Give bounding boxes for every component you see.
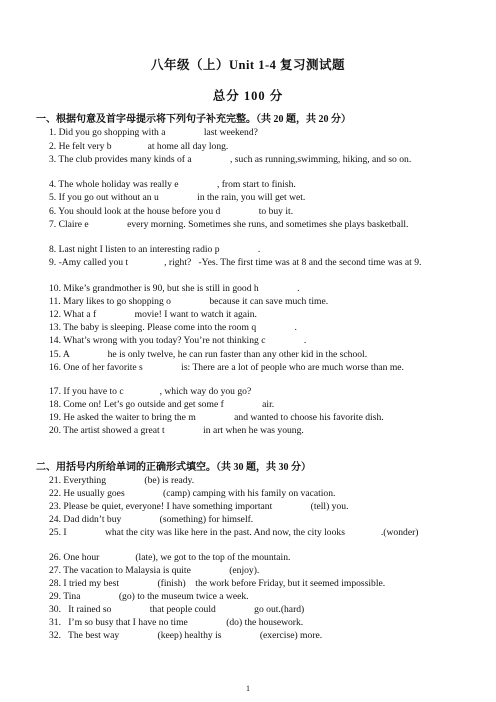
question-1: 1. Did you go shopping with a last weekend? (49, 127, 258, 138)
question-28: 28. I tried my best (finish) the work before Friday, but it seemed impossible. (49, 578, 386, 589)
question-31: 31. I’m so busy that I have no time (do) the housework. (49, 617, 304, 628)
question-19: 19. He asked the waiter to bring the m and wanted to choose his favorite dish. (49, 412, 384, 423)
question-12: 12. What a f movie! I want to watch it again. (49, 309, 257, 320)
question-9: 9. -Amy called you t , right? -Yes. The first time was at 8 and the second time was at 9. (49, 257, 422, 268)
page-number: 1 (246, 684, 250, 693)
question-5: 5. If you go out without an u in the rain, you will get wet. (49, 192, 306, 203)
question-7: 7. Claire e every morning. Sometimes she runs, and sometimes she plays basketball. (49, 219, 409, 230)
section-1-heading: 一、根据句意及首字母提示将下列句子补充完整。（共 20 题，共 20 分） (36, 114, 351, 125)
question-11: 11. Mary likes to go shopping o because it can save much time. (49, 296, 329, 307)
question-3: 3. The club provides many kinds of a , such as running,swimming, hiking, and so on. (49, 154, 412, 165)
question-20: 20. The artist showed a great t in art when he was young. (49, 425, 304, 436)
question-30: 30. It rained so that people could go out.(hard) (49, 604, 305, 615)
section-2-heading: 二、用括号内所给单词的正确形式填空。（共 30 题，共 30 分） (36, 462, 311, 473)
total-score: 总分 100 分 (212, 89, 284, 103)
question-8: 8. Last night I listen to an interesting radio p . (49, 244, 261, 255)
question-10: 10. Mike’s grandmother is 90, but she is still in good h . (49, 283, 300, 294)
question-15: 15. A he is only twelve, he can run faster than any other kid in the school. (49, 349, 368, 360)
question-17: 17. If you have to c , which way do you go? (49, 386, 252, 397)
question-27: 27. The vacation to Malaysia is quite (enjoy). (49, 565, 260, 576)
question-2: 2. He felt very b at home all day long. (49, 141, 229, 152)
question-26: 26. One hour (late), we got to the top of the mountain. (49, 552, 291, 563)
question-18: 18. Come on! Let’s go outside and get some f air. (49, 399, 275, 410)
question-13: 13. The baby is sleeping. Please come into the room q . (49, 322, 297, 333)
question-16: 16. One of her favorite s is: There are a lot of people who are much worse than me. (49, 362, 404, 373)
question-22: 22. He usually goes (camp) camping with his family on vacation. (49, 488, 336, 499)
question-14: 14. What’s wrong with you today? You’re not thinking c . (49, 335, 307, 346)
question-24: 24. Dad didn’t buy (something) for himself. (49, 514, 254, 525)
question-21: 21. Everything (be) is ready. (49, 475, 195, 486)
question-4: 4. The whole holiday was really e , from start to finish. (49, 179, 296, 190)
question-29: 29. Tina (go) to the museum twice a week. (49, 591, 249, 602)
question-23: 23. Please be quiet, everyone! I have something important (tell) you. (49, 501, 349, 512)
question-32: 32. The best way (keep) healthy is (exercise) more. (49, 630, 323, 641)
question-6: 6. You should look at the house before you d to buy it. (49, 206, 294, 217)
document-title: 八年级（上）Unit 1-4 复习测试题 (150, 58, 346, 72)
question-25: 25. I what the city was like here in the past. And now, the city looks .(wonder) (49, 527, 419, 538)
